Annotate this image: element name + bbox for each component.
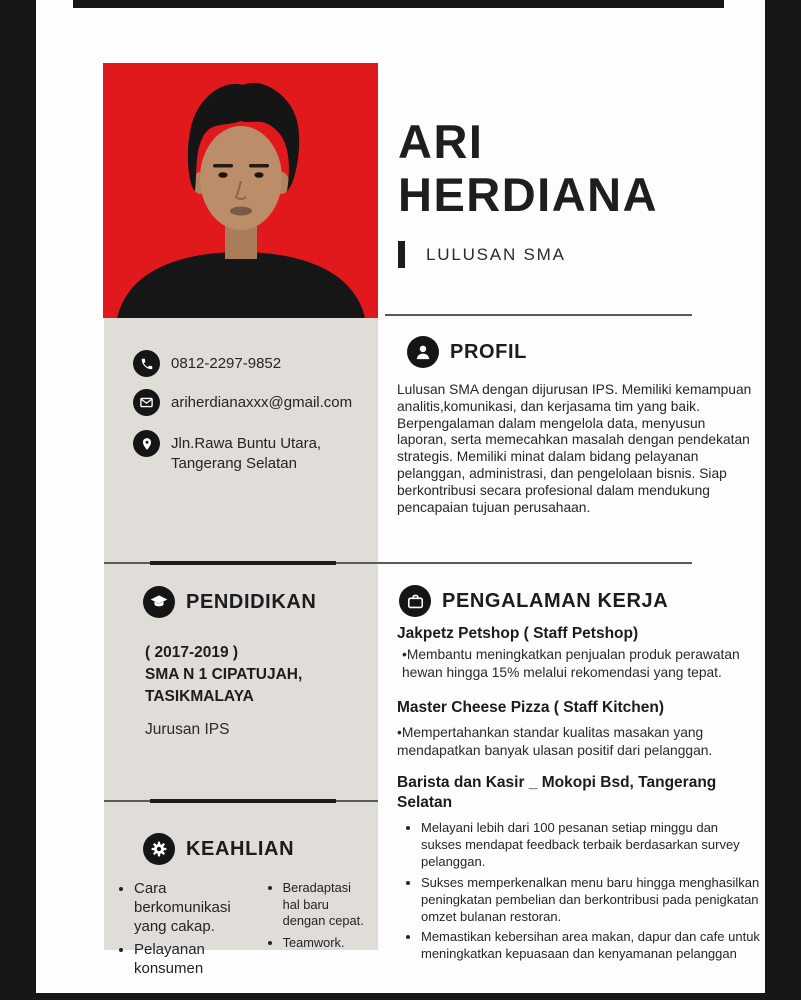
job-bullet: • Melayani lebih dari 100 pesanan setiap minggu dan sukses mendapat feedback terbaik berdasarkan survey pelanggan. xyxy=(421,819,760,870)
skill-item: • Beradaptasi hal baru dengan cepat. xyxy=(283,880,370,930)
education-title: PENDIDIKAN xyxy=(186,590,317,613)
last-name: HERDIANA xyxy=(398,167,659,221)
contact-email xyxy=(133,389,365,416)
subtitle: LULUSAN SMA xyxy=(426,244,566,264)
skills-heading xyxy=(143,833,370,865)
top-frame-bar xyxy=(73,0,724,8)
education-school-line1: SMA N 1 CIPATUJAH, xyxy=(145,666,303,683)
right-frame-bar xyxy=(765,0,801,1000)
skill-item: • Teamwork. xyxy=(283,935,370,952)
skills-section xyxy=(118,833,370,984)
profile-section xyxy=(397,336,759,517)
first-name: ARI xyxy=(398,115,484,168)
divider xyxy=(385,314,692,316)
skill-item: • Cara berkomunikasi yang cakap. xyxy=(134,880,261,936)
experience-section xyxy=(397,585,760,965)
header-name-block xyxy=(398,116,758,268)
job-description: •Membantu meningkatkan penjualan produk perawatan hewan hingga 15% melalui rekomendasi yang tepat. xyxy=(402,647,740,681)
left-frame-bar xyxy=(0,0,36,1000)
job-description: •Mempertahankan standar kualitas masakan yang mendapatkan banyak ulasan positif dari pelanggan. xyxy=(397,725,713,758)
profile-body: Lulusan SMA dengan dijurusan IPS. Memiliki kemampuan analitis,komunikasi, dan kerjasama tim yang baik. Berpengalaman dalam mengelola data, menyusun laporan, serta memecahkan masalah dengan pendekatan strategis. Memiliki minat dalam bidang pelayanan pelanggan, administrasi, dan pengelolaan bisnis. Siap berkontribusi secara profesional dalam mendukung pencapaian tujuan perusahaan. xyxy=(397,382,752,515)
job-bullet-list xyxy=(397,819,760,962)
email-address: ariherdianaxxx@gmail.com xyxy=(171,394,353,411)
skills-lists xyxy=(118,880,370,984)
phone-number: 0812-2297-9852 xyxy=(171,355,282,372)
experience-title: PENGALAMAN KERJA xyxy=(442,589,669,612)
divider xyxy=(150,799,336,803)
contact-section xyxy=(133,350,365,487)
address xyxy=(171,430,321,475)
skills-right-list xyxy=(267,880,370,984)
education-heading xyxy=(143,586,358,618)
location-pin-icon xyxy=(133,430,160,457)
job-bullet: • Sukses memperkenalkan menu baru hingga menghasilkan peningkatan pembelian dan berkontribusi pada penigkatan omzet bulanan restoran. xyxy=(421,874,760,925)
bottom-frame-bar xyxy=(0,993,801,1000)
experience-heading xyxy=(399,585,760,617)
job-title: Barista dan Kasir _ Mokopi Bsd, Tangerang Selatan xyxy=(397,774,717,811)
profile-title: PROFIL xyxy=(450,340,527,363)
job-title: Master Cheese Pizza ( Staff Kitchen) xyxy=(397,698,665,716)
briefcase-icon xyxy=(399,585,431,617)
education-years: ( 2017-2019 ) xyxy=(145,644,239,661)
address-line2: Tangerang Selatan xyxy=(171,455,297,473)
phone-icon xyxy=(133,350,160,377)
contact-phone xyxy=(133,350,365,377)
education-details xyxy=(145,642,358,739)
skills-left-list xyxy=(118,880,261,984)
job-bullet: • Memastikan kebersihan area makan, dapur dan cafe untuk meningkatkan kepuasaan dan kenyamanan pelanggan xyxy=(421,928,760,962)
education-major: Jurusan IPS xyxy=(145,721,230,738)
skills-title: KEAHLIAN xyxy=(186,837,295,860)
divider xyxy=(150,561,336,565)
email-icon xyxy=(133,389,160,416)
profile-heading xyxy=(407,336,759,368)
gear-icon xyxy=(143,833,175,865)
subtitle-row xyxy=(398,241,758,268)
job-title: Jakpetz Petshop ( Staff Petshop) xyxy=(397,625,639,642)
graduation-cap-icon xyxy=(143,586,175,618)
education-section xyxy=(143,586,358,739)
skill-item: • Pelayanan konsumen xyxy=(134,941,261,979)
education-school-line2: TASIKMALAYA xyxy=(145,688,254,705)
subtitle-accent-bar xyxy=(398,241,405,268)
profile-photo xyxy=(103,63,378,318)
contact-address xyxy=(133,430,365,475)
address-line1: Jln.Rawa Buntu Utara, xyxy=(171,435,322,452)
person-icon xyxy=(407,336,439,368)
